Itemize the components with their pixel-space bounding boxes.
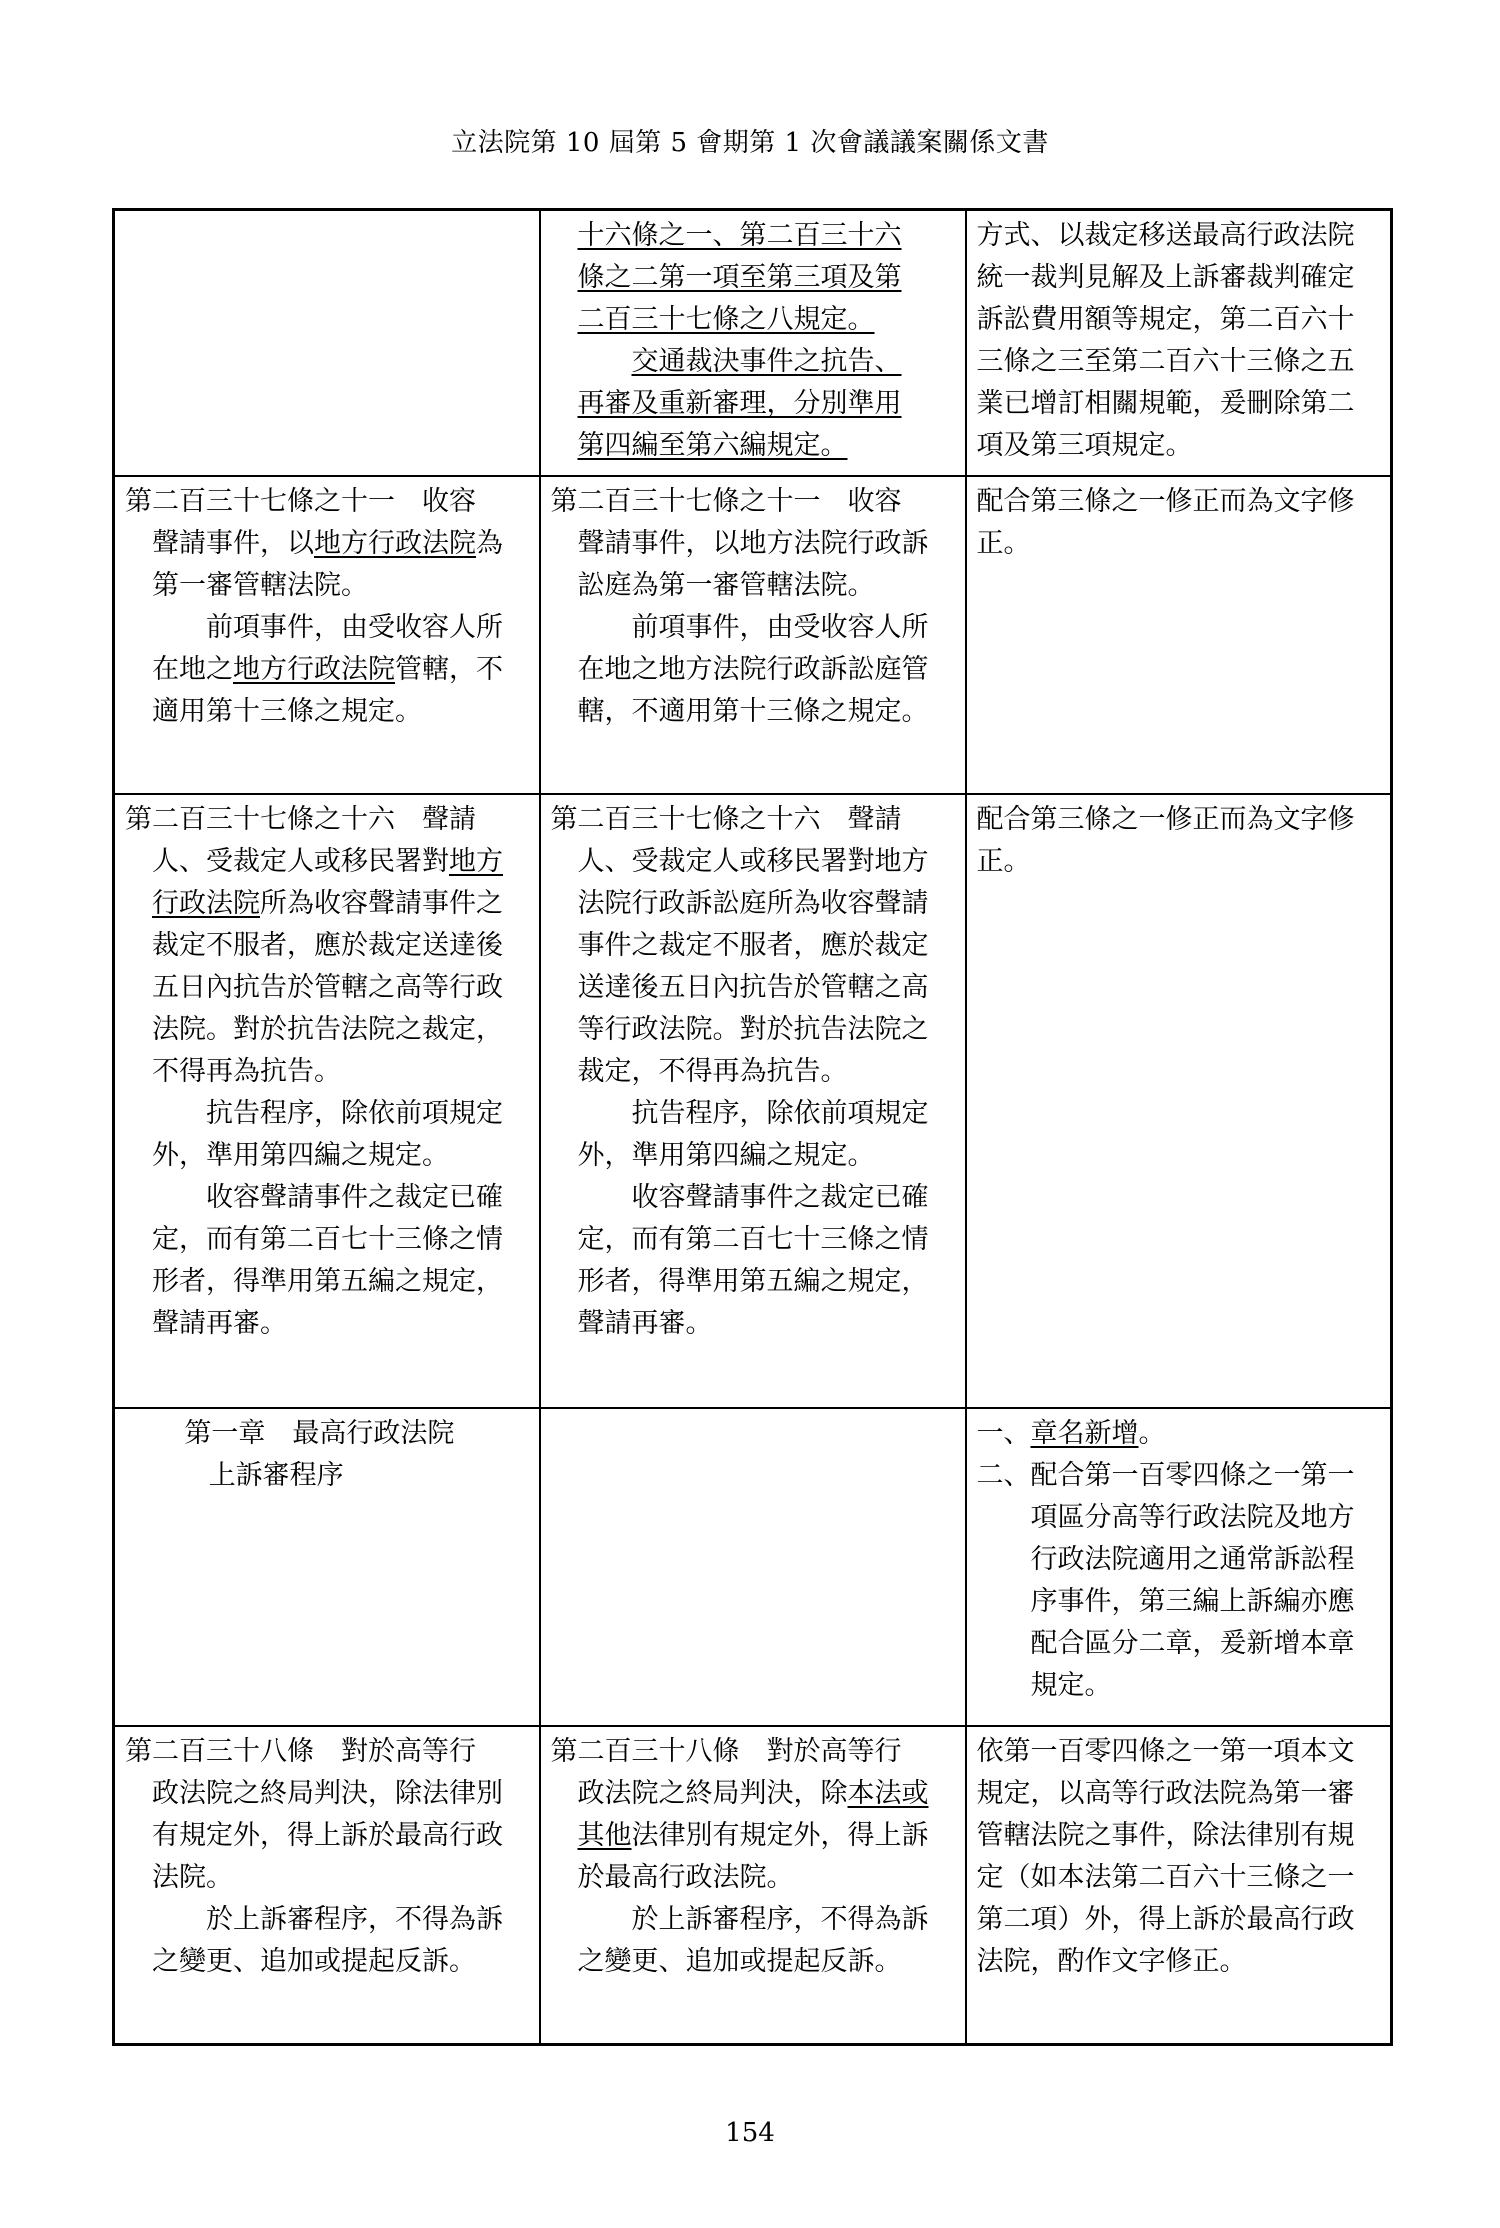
explanation-text: 依第一百零四條之一第一項本文規定，以高等行政法院為第一審管轄法院之事件，除法律別有規定（如本法第二百六十三條之一第二項）外，得上訴於最高行政法院，酌作文字修正。 [976,1736,1355,1977]
article-body: 政法院之終局判決，除法律別有規定外，得上訴於最高行政法院。 [152,1778,503,1893]
paragraph: 前項事件，由受收容人所在地之地方法院行政訴訟庭管轄，不適用第十三條之規定。 [577,612,929,727]
article-heading: 第二百三十七條之十一 收容 [125,486,476,517]
text-line: 第四編至第六編規定。 [577,430,848,461]
article-heading: 第二百三十七條之十六 聲請 [125,804,476,835]
chapter-title: 第一章 最高行政法院 [184,1418,455,1449]
current-text-cell [540,210,966,477]
chapter-subtitle: 上訴審程序 [208,1460,344,1491]
explanation-item: 二、配合第一百零四條之一第一項區分高等行政法院及地方行政法院適用之通常訴訟程序事件，第三編上訴編亦應配合區分二章，爰新增本章規定。 [976,1460,1355,1701]
amended-text-cell [114,210,540,477]
article-heading: 第二百三十七條之十一 收容 [550,486,902,517]
current-text-cell [540,794,966,1408]
explanation-item: 一、章名新增。 [976,1418,1166,1449]
paragraph: 收容聲請事件之裁定已確定，而有第二百七十三條之情形者，得準用第五編之規定，聲請再審。 [577,1182,929,1339]
paragraph: 於上訴審程序，不得為訴之變更、追加或提起反訴。 [152,1904,503,1977]
amended-term: 地方行政法院 [152,846,503,919]
table-row [114,1726,1392,2044]
paragraph: 前項事件，由受收容人所在地之地方行政法院管轄，不適用第十三條之規定。 [152,612,503,727]
explanation-cell [966,1726,1392,2044]
text-line: 條之二第一項至第三項及第 [577,262,902,293]
amended-term: 章名新增 [1030,1418,1139,1449]
document-header: 立法院第 10 屆第 5 會期第 1 次會議議案關係文書 [451,128,1049,158]
explanation-text: 方式、以裁定移送最高行政法院統一裁判見解及上訴審裁判確定訴訟費用額等規定，第二百六十三條之三至第二百六十三條之五業已增訂相關規範，爰刪除第二項及第三項規定。 [976,220,1355,461]
paragraph: 收容聲請事件之裁定已確定，而有第二百七十三條之情形者，得準用第五編之規定，聲請再審。 [152,1182,503,1339]
explanation-cell [966,794,1392,1408]
amended-text-cell [114,1726,540,2044]
explanation-cell [966,210,1392,477]
paragraph: 於上訴審程序，不得為訴之變更、追加或提起反訴。 [577,1904,929,1977]
article-heading: 第二百三十七條之十六 聲請 [550,804,902,835]
paragraph: 抗告程序，除依前項規定外，準用第四編之規定。 [577,1098,929,1171]
text-line: 再審及重新審理，分別準用 [577,388,902,419]
explanation-cell [966,1408,1392,1726]
article-body: 政法院之終局判決，除本法或其他法律別有規定外，得上訴於最高行政法院。 [577,1778,929,1893]
article-heading: 第二百三十八條 對於高等行 [125,1736,476,1767]
current-text-cell [540,1408,966,1726]
text-line: 交通裁決事件之抗告、 [631,346,902,377]
text-line: 十六條之一、第二百三十六 [577,220,902,251]
amended-term: 地方行政法院 [314,528,476,559]
amended-text-cell [114,794,540,1408]
article-body: 人、受裁定人或移民署對地方行政法院所為收容聲請事件之裁定不服者，應於裁定送達後五日內抗告於管轄之高等行政法院。對於抗告法院之裁定，不得再為抗告。 [152,846,503,1087]
amended-text-cell [114,476,540,794]
amended-term: 本法或其他 [577,1778,929,1851]
explanation-cell [966,476,1392,794]
table-row [114,794,1392,1408]
amended-text-cell [114,1408,540,1726]
table-row [114,1408,1392,1726]
explanation-text: 配合第三條之一修正而為文字修正。 [976,804,1355,877]
table-row [114,210,1392,477]
page-number: 154 [725,2118,775,2148]
current-text-cell [540,1726,966,2044]
article-body: 人、受裁定人或移民署對地方法院行政訴訟庭所為收容聲請事件之裁定不服者，應於裁定送達後五日內抗告於管轄之高等行政法院。對於抗告法院之裁定，不得再為抗告。 [577,846,929,1087]
article-body: 聲請事件，以地方法院行政訴訟庭為第一審管轄法院。 [577,528,929,601]
comparison-table [112,208,1393,2046]
article-heading: 第二百三十八條 對於高等行 [550,1736,902,1767]
current-text-cell [540,476,966,794]
paragraph: 抗告程序，除依前項規定外，準用第四編之規定。 [152,1098,503,1171]
text-line: 二百三十七條之八規定。 [577,304,875,335]
amended-term: 地方行政法院 [233,654,395,685]
explanation-text: 配合第三條之一修正而為文字修正。 [976,486,1355,559]
table-row [114,476,1392,794]
article-body: 聲請事件，以地方行政法院為第一審管轄法院。 [152,528,503,601]
